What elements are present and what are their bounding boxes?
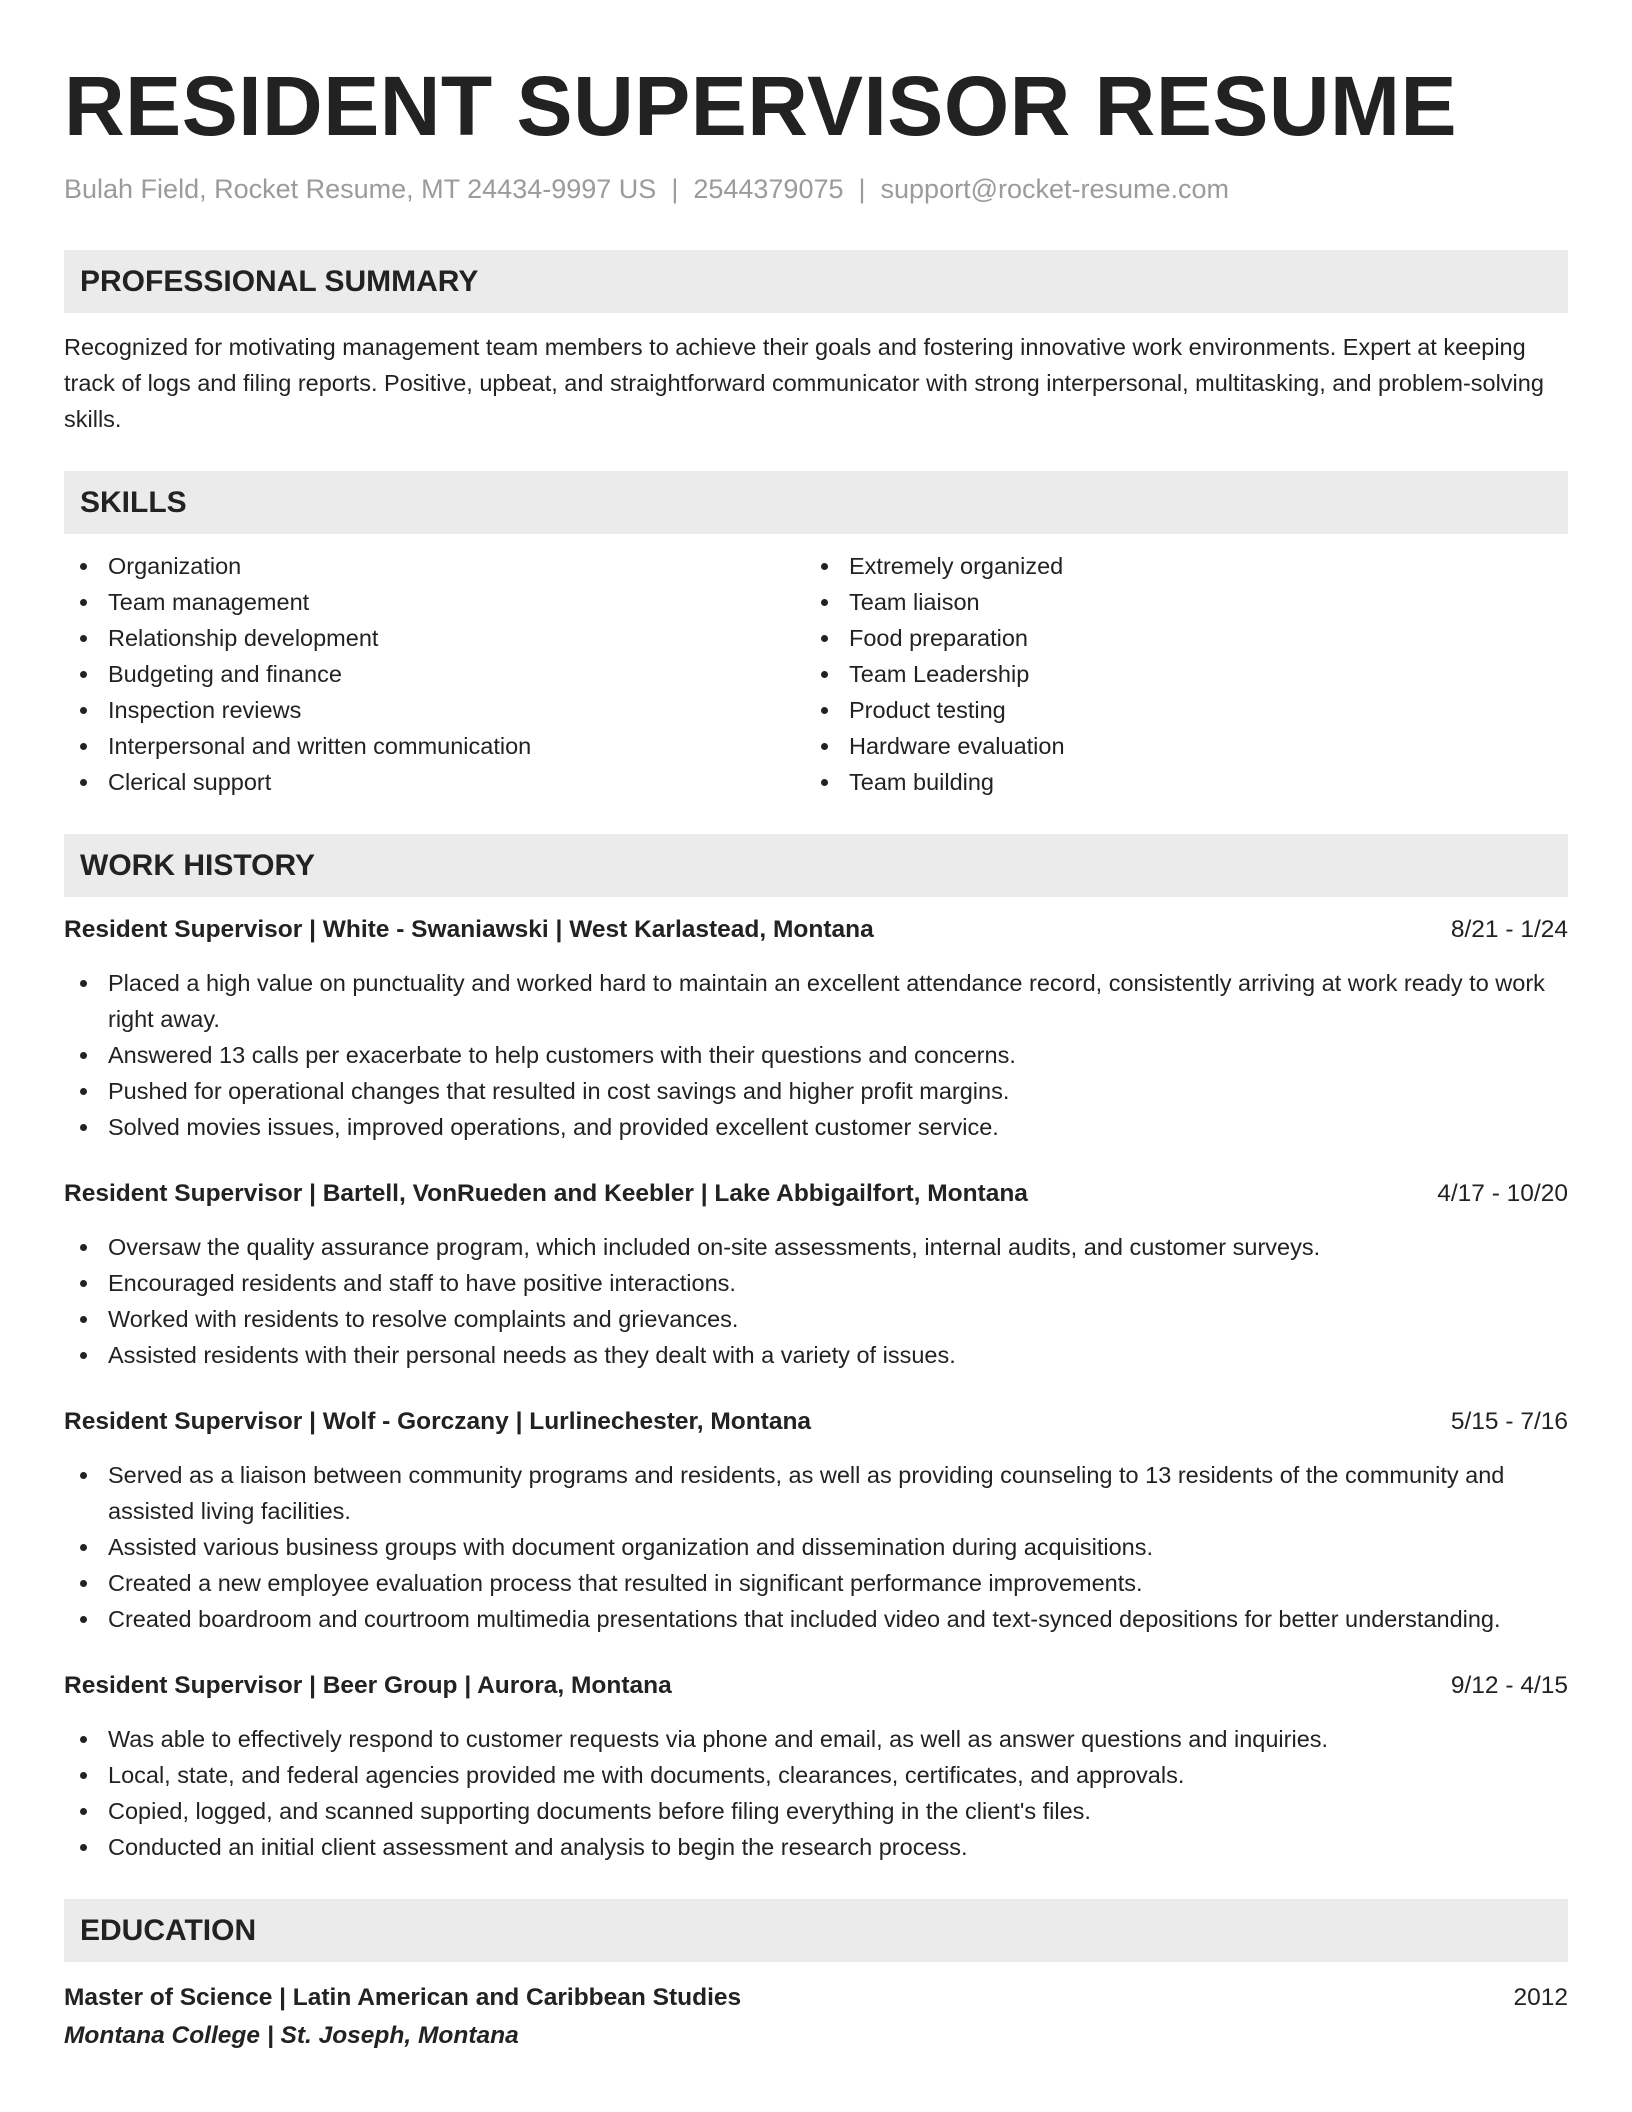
education-year: 2012 [1513,1984,1568,2011]
contact-phone: 2544379075 [693,174,844,204]
job-bullet: Was able to effectively respond to customer requests via phone and email, as well as answer questions and inquiries. [64,1721,1568,1757]
job-bullets [64,1721,1568,1865]
skills-list [64,548,1568,800]
skills-heading: SKILLS [64,471,1568,534]
job-bullet: Worked with residents to resolve complaints and grievances. [64,1301,1568,1337]
job-bullet: Created boardroom and courtroom multimedia presentations that included video and text-synced depositions for better understanding. [64,1601,1568,1637]
skill-item: Team management [64,584,805,620]
job-title: Resident Supervisor | White - Swaniawski | West Karlastead, Montana [64,916,874,943]
job-bullet: Conducted an initial client assessment and analysis to begin the research process. [64,1829,1568,1865]
skill-item: Extremely organized [805,548,1546,584]
job-bullet: Local, state, and federal agencies provided me with documents, clearances, certificates, and approvals. [64,1757,1568,1793]
skill-item: Budgeting and finance [64,656,805,692]
job-bullet: Answered 13 calls per exacerbate to help customers with their questions and concerns. [64,1037,1568,1073]
contact-separator: | [858,174,866,204]
job-bullet: Created a new employee evaluation process that resulted in significant performance improvements. [64,1565,1568,1601]
job-dates: 8/21 - 1/24 [1450,916,1568,943]
skill-item: Food preparation [805,620,1546,656]
job-title: Resident Supervisor | Bartell, VonRueden and Keebler | Lake Abbigailfort, Montana [64,1180,1028,1207]
job-bullets [64,965,1568,1145]
job-bullet: Assisted residents with their personal needs as they dealt with a variety of issues. [64,1337,1568,1373]
job-title: Resident Supervisor | Wolf - Gorczany | Lurlinechester, Montana [64,1408,812,1435]
skill-item: Product testing [805,692,1546,728]
education-degree: Master of Science | Latin American and Caribbean Studies [64,1984,742,2011]
job-dates: 5/15 - 7/16 [1450,1408,1568,1435]
education-entry [64,1980,1568,2054]
education-school: Montana College | St. Joseph, Montana [64,2022,519,2049]
skill-item: Organization [64,548,805,584]
skill-item: Team Leadership [805,656,1546,692]
job-bullets [64,1457,1568,1637]
job-bullet: Copied, logged, and scanned supporting documents before filing everything in the client's files. [64,1793,1568,1829]
job-dates: 4/17 - 10/20 [1437,1180,1568,1207]
summary-text: Recognized for motivating management team members to achieve their goals and fostering innovative work environments. Expert at keeping track of logs and filing reports. Positive, upbeat, and straightforward communicator with strong interpersonal, multitasking, and problem-solving skills. [64,334,1544,432]
contact-address: Bulah Field, Rocket Resume, MT 24434-9997 US [64,174,657,204]
job-dates: 9/12 - 4/15 [1450,1672,1568,1699]
job-bullet: Pushed for operational changes that resulted in cost savings and higher profit margins. [64,1073,1568,1109]
job-entry [64,913,1568,1145]
contact-separator: | [671,174,679,204]
skill-item: Team building [805,764,1546,800]
job-entry [64,1669,1568,1865]
job-bullet: Solved movies issues, improved operations, and provided excellent customer service. [64,1109,1568,1145]
resume-title: RESIDENT SUPERVISOR RESUME [64,59,1458,153]
summary-heading: PROFESSIONAL SUMMARY [64,250,1568,313]
skill-item: Hardware evaluation [805,728,1546,764]
job-bullets [64,1229,1568,1373]
job-title: Resident Supervisor | Beer Group | Aurora, Montana [64,1672,672,1699]
skill-item: Relationship development [64,620,805,656]
job-bullet: Placed a high value on punctuality and worked hard to maintain an excellent attendance record, consistently arriving at work ready to work right away. [64,965,1568,1037]
job-bullet: Encouraged residents and staff to have positive interactions. [64,1265,1568,1301]
skill-item: Interpersonal and written communication [64,728,805,764]
contact-email: support@rocket-resume.com [880,174,1230,204]
work-history-heading: WORK HISTORY [64,834,1568,897]
job-bullet: Served as a liaison between community programs and residents, as well as providing counseling to 13 residents of the community and assisted living facilities. [64,1457,1568,1529]
skill-item: Inspection reviews [64,692,805,728]
job-bullet: Assisted various business groups with document organization and dissemination during acquisitions. [64,1529,1568,1565]
skills-column-right [805,548,1546,800]
job-entry [64,1177,1568,1373]
skills-column-left [64,548,805,800]
job-entry [64,1405,1568,1637]
skill-item: Clerical support [64,764,805,800]
skill-item: Team liaison [805,584,1546,620]
contact-line [64,172,1568,206]
job-bullet: Oversaw the quality assurance program, which included on-site assessments, internal audits, and customer surveys. [64,1229,1568,1265]
education-heading: EDUCATION [64,1899,1568,1962]
